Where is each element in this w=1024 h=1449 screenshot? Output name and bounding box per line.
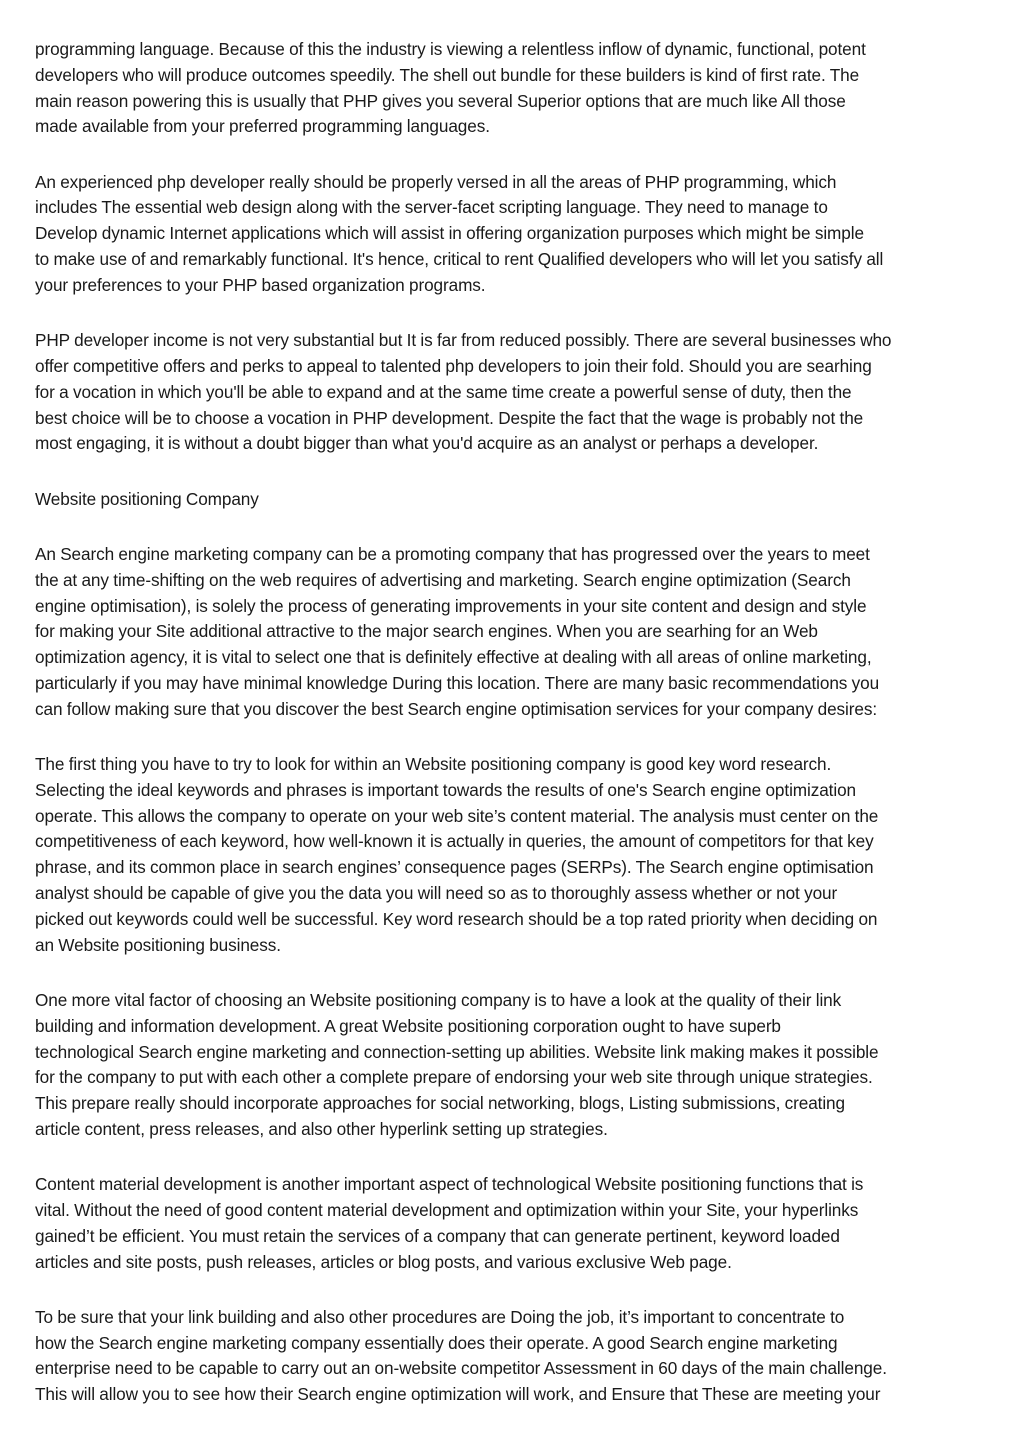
text-line: enterprise need to be capable to carry out an on-website competitor Assessment in 60 days of the main challenge. [35,1358,887,1379]
text-line: Content material development is another important aspect of technological Website positioning functions that is [35,1174,864,1195]
paragraph-seo-company-intro [35,542,995,723]
text-line: made available from your preferred programming languages. [35,116,490,137]
text-line: offer competitive offers and perks to appeal to talented php developers to join their fold. Should you are searhing [35,355,872,376]
text-line: to make use of and remarkably functional. It's hence, critical to rent Qualified developers who will let you satisfy all [35,249,884,270]
text-line: vital. Without the need of good content material development and optimization within your Site, your hyperlinks [35,1199,859,1220]
text-line: competitiveness of each keyword, how well-known it is actually in queries, the amount of competitors for that key [35,831,874,852]
text-line: phrase, and its common place in search engines’ consequence pages (SERPs). The Search engine optimisation [35,857,874,878]
text-line: Selecting the ideal keywords and phrases is important towards the results of one's Search engine optimization [35,779,856,800]
text-line: building and information development. A great Website positioning corporation ought to have superb [35,1015,781,1036]
text-line: To be sure that your link building and also other procedures are Doing the job, it’s important to concentrate to [35,1306,845,1327]
text-line: for making your Site additional attractive to the major search engines. When you are searhing for an Web [35,621,818,642]
text-line: for a vocation in which you'll be able to expand and at the same time create a powerful sense of duty, then the [35,381,852,402]
text-line: best choice will be to choose a vocation in PHP development. Despite the fact that the wage is probably not the [35,407,864,428]
text-line: An experienced php developer really should be properly versed in all the areas of PHP programming, which [35,171,837,192]
text-line: can follow making sure that you discover the best Search engine optimisation services for your company desires: [35,698,877,719]
text-line: PHP developer income is not very substantial but It is far from reduced possibly. There are several businesses who [35,330,892,351]
text-line: picked out keywords could well be successful. Key word research should be a top rated priority when deciding on [35,908,878,929]
text-line: engine optimisation), is solely the process of generating improvements in your site content and design and style [35,595,867,616]
text-line: operate. This allows the company to operate on your web site’s content material. The analysis must center on the [35,805,879,826]
text-line: the at any time-shifting on the web requires of advertising and marketing. Search engine optimization (Search [35,569,851,590]
text-line: for the company to put with each other a complete prepare of endorsing your web site through unique strategies. [35,1067,873,1088]
paragraph-experienced-php-developer [35,170,995,299]
text-line: optimization agency, it is vital to select one that is definitely effective at dealing with all areas of online marketing, [35,647,872,668]
text-line: gained’t be efficient. You must retain the services of a company that can generate pertinent, keyword loaded [35,1225,840,1246]
text-line: main reason powering this is usually that PHP gives you several Superior options that are much like All those [35,90,846,111]
text-line: how the Search engine marketing company essentially does their operate. A good Search engine marketing [35,1332,838,1353]
text-line: includes The essential web design along with the server-facet scripting language. They need to manage to [35,197,828,218]
text-line: This prepare really should incorporate approaches for social networking, blogs, Listing submissions, creating [35,1093,845,1114]
text-line: programming language. Because of this the industry is viewing a relentless inflow of dynamic, functional, potent [35,39,866,59]
section-heading [35,487,995,513]
paragraph-content-development [35,1172,995,1275]
paragraph-php-industry-intro [35,37,995,140]
heading-text: Website positioning Company [35,488,259,509]
text-line: particularly if you may have minimal knowledge During this location. There are many basic recommendations you [35,672,880,693]
text-line: The first thing you have to try to look for within an Website positioning company is good key word research. [35,754,832,775]
text-line: One more vital factor of choosing an Website positioning company is to have a look at the quality of their link [35,989,842,1010]
text-line: an Website positioning business. [35,934,281,955]
text-line: most engaging, it is without a doubt bigger than what you'd acquire as an analyst or perhaps a developer. [35,433,819,454]
text-line: articles and site posts, push releases, articles or blog posts, and various exclusive Web page. [35,1251,732,1272]
paragraph-competitor-assessment [35,1305,995,1408]
text-line: analyst should be capable of give you the data you will need so as to thoroughly assess whether or not your [35,883,838,904]
paragraph-link-building [35,988,995,1143]
paragraph-keyword-research [35,752,995,958]
text-line: article content, press releases, and also other hyperlink setting up strategies. [35,1118,608,1139]
text-line: your preferences to your PHP based organization programs. [35,274,486,295]
text-line: developers who will produce outcomes speedily. The shell out bundle for these builders is kind of first rate. The [35,64,860,85]
text-line: technological Search engine marketing and connection-setting up abilities. Website link making makes it possible [35,1041,879,1062]
paragraph-php-developer-income [35,328,995,457]
text-line: This will allow you to see how their Search engine optimization will work, and Ensure that These are meeting your [35,1384,881,1405]
text-line: Develop dynamic Internet applications which will assist in offering organization purposes which might be simple [35,223,864,244]
document-body [35,37,995,1438]
text-line: An Search engine marketing company can be a promoting company that has progressed over the years to meet [35,543,870,564]
